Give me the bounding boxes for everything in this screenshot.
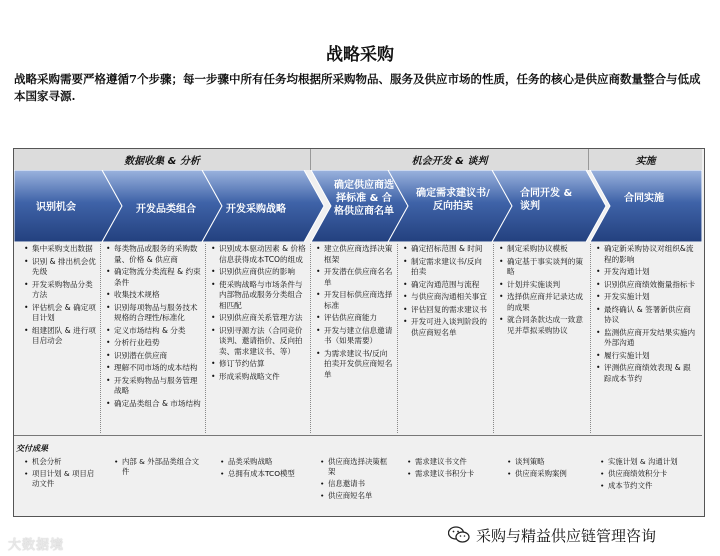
deliverable-item: • 谈判策略 bbox=[515, 457, 587, 467]
deliverable-column-5 bbox=[405, 457, 489, 481]
intro-text: 战略采购需要严格遵循7个步骤；每一步骤中所有任务均根据所采购物品、服务及供应市场的性质，任务的核心是供应商数量整合与低成本国家寻源. bbox=[14, 72, 701, 103]
deliverable-item: • 实施计划 & 沟通计划 bbox=[608, 457, 698, 467]
deliverable-item: • 成本节约文件 bbox=[608, 481, 698, 491]
task-item: • 识别成本驱动因素 & 价格信息获得成本TCO的组成 bbox=[219, 244, 307, 265]
task-item: • 识别供应商供应的影响 bbox=[219, 267, 307, 278]
task-item: • 开发目标供应商选择标准 bbox=[324, 290, 394, 311]
task-column-3 bbox=[209, 244, 307, 434]
deliverable-item: • 供应商短名单 bbox=[328, 491, 394, 501]
task-column-6 bbox=[497, 244, 587, 434]
task-item: • 确定招标范围 & 时间 bbox=[411, 244, 489, 255]
task-item: • 识别供应商绩效衡量指标卡 bbox=[604, 280, 698, 291]
task-column-7 bbox=[594, 244, 698, 434]
page-title: 战略采购 bbox=[326, 45, 394, 65]
deliverable-item: • 需求建议书文件 bbox=[415, 457, 489, 467]
task-item: • 评估机会 & 确定项目计划 bbox=[32, 303, 98, 324]
deliverables-label: 交付成果 bbox=[16, 444, 48, 453]
task-column-5 bbox=[401, 244, 489, 434]
deliverable-column-4 bbox=[318, 457, 394, 503]
task-column-1 bbox=[22, 244, 98, 434]
task-item: • 识别 & 排出机会优先级 bbox=[32, 257, 98, 278]
step-label-identify-opportunity: 识别机会 bbox=[36, 202, 76, 213]
task-item: • 开发实施计划 bbox=[604, 292, 698, 303]
step-label-rfp-auction: 确定需求建议书/反向拍卖 bbox=[416, 188, 490, 212]
step-label-contract-implementation: 合同实施 bbox=[624, 193, 664, 204]
deliverable-item: • 内部 & 外部品类组合文件 bbox=[122, 457, 200, 477]
task-item: • 理解不同市场的成本结构 bbox=[114, 363, 202, 374]
deliverable-column-7 bbox=[598, 457, 698, 493]
task-item: • 收集技术规格 bbox=[114, 290, 202, 301]
task-item: • 评估供应商能力 bbox=[324, 313, 394, 324]
task-item: • 评估回复的需求建议书 bbox=[411, 305, 489, 316]
task-item: • 为需求建议书/反向拍卖开发供应商短名单 bbox=[324, 349, 394, 381]
task-item: • 建立供应商选择决策框架 bbox=[324, 244, 394, 265]
phase-header-implementation: 实施 bbox=[589, 149, 702, 170]
task-item: • 开发采购物品分类方法 bbox=[32, 280, 98, 301]
deliverable-item: • 信息邀请书 bbox=[328, 479, 394, 489]
task-item: • 确定新采购协议对组织&流程的影响 bbox=[604, 244, 698, 265]
column-divider bbox=[205, 244, 206, 433]
deliverable-column-6 bbox=[505, 457, 587, 481]
task-item: • 就合同条款达成一致意见并草拟采购协议 bbox=[507, 315, 587, 336]
deliverable-column-3 bbox=[218, 457, 306, 481]
watermark-left: 大数据境 bbox=[8, 538, 65, 553]
step-label-category-portfolio: 开发品类组合 bbox=[136, 204, 196, 215]
column-divider bbox=[310, 244, 311, 433]
task-item: • 开发可进入谈判阶段的供应商短名单 bbox=[411, 317, 489, 338]
task-item: • 定义市场结构 & 分类 bbox=[114, 326, 202, 337]
phase-header-data: 数据收集 & 分析 bbox=[14, 149, 311, 170]
deliverable-column-2 bbox=[112, 457, 200, 479]
column-divider bbox=[397, 244, 398, 433]
deliverable-column-1 bbox=[22, 457, 100, 491]
deliverables-divider bbox=[14, 435, 702, 436]
task-item: • 开发采购物品与服务管理战略 bbox=[114, 376, 202, 397]
deliverable-item: • 项目计划 & 项目启动文件 bbox=[32, 469, 100, 489]
task-item: • 形成采购战略文件 bbox=[219, 372, 307, 383]
task-item: • 集中采购支出数据 bbox=[32, 244, 98, 255]
task-column-4 bbox=[314, 244, 394, 434]
task-item: • 分析行业趋势 bbox=[114, 338, 202, 349]
column-divider bbox=[493, 244, 494, 433]
task-item: • 制定需求建议书/反向拍卖 bbox=[411, 257, 489, 278]
task-item: • 确定沟通范围与流程 bbox=[411, 280, 489, 291]
step-label-sourcing-strategy: 开发采购战略 bbox=[226, 204, 286, 215]
task-item: • 开发与建立信息邀请书（如果需要） bbox=[324, 326, 394, 347]
task-item: • 识别供应商关系管理方法 bbox=[219, 313, 307, 324]
watermark-right bbox=[448, 520, 656, 550]
task-item: • 开发沟通计划 bbox=[604, 267, 698, 278]
step-arrow-7 bbox=[590, 170, 702, 242]
task-item: • 计划并实施谈判 bbox=[507, 280, 587, 291]
step-label-contract-negotiation: 合同开发 & 谈判 bbox=[520, 188, 573, 212]
column-divider bbox=[590, 244, 591, 433]
task-item: • 制定采购协议模板 bbox=[507, 244, 587, 255]
task-item: • 识别每项物品与服务技术规格的合理性/标准化 bbox=[114, 303, 202, 324]
task-item: • 每类物品或服务的采购数量、价格 & 供应商 bbox=[114, 244, 202, 265]
deliverable-item: • 供应商采购案例 bbox=[515, 469, 587, 479]
phase-header-opportunity: 机会开发 & 谈判 bbox=[311, 149, 589, 170]
task-item: • 确定基于事实谈判的策略 bbox=[507, 257, 587, 278]
deliverable-item: • 供应商选择决策框架 bbox=[328, 457, 394, 477]
deliverable-item: • 供应商绩效积分卡 bbox=[608, 469, 698, 479]
watermark-right-text: 采购与精益供应链管理咨询 bbox=[476, 526, 657, 545]
task-item: • 监测供应商开发结果实施内外部沟通 bbox=[604, 328, 698, 349]
task-column-2 bbox=[104, 244, 202, 434]
task-item: • 最终确认 & 签署新供应商协议 bbox=[604, 305, 698, 326]
task-item: • 开发潜在供应商名名单 bbox=[324, 267, 394, 288]
task-item: • 确定品类组合 & 市场结构 bbox=[114, 399, 202, 410]
task-item: • 评测供应商绩效表现 & 跟踪成本节约 bbox=[604, 363, 698, 384]
task-item: • 使采购战略与市场条件与内部物品或服务分类组合相匹配 bbox=[219, 280, 307, 312]
step-label-supplier-criteria: 确定供应商选择标准 & 合格供应商名单 bbox=[334, 180, 394, 217]
task-item: • 履行实施计划 bbox=[604, 351, 698, 362]
task-item: • 确定物流分类流程 & 约束条件 bbox=[114, 267, 202, 288]
deliverable-item: • 品类采购战略 bbox=[228, 457, 306, 467]
task-item: • 选择供应商并记录达成的成果 bbox=[507, 292, 587, 313]
task-item: • 识别潜在供应商 bbox=[114, 351, 202, 362]
task-item: • 组建团队 & 进行项目启动会 bbox=[32, 326, 98, 347]
column-divider bbox=[100, 244, 101, 433]
deliverable-item: • 总拥有成本TCO模型 bbox=[228, 469, 306, 479]
deliverable-item: • 机会分析 bbox=[32, 457, 100, 467]
deliverable-item: • 需求建议书积分卡 bbox=[415, 469, 489, 479]
task-item: • 与供应商沟通相关事宜 bbox=[411, 292, 489, 303]
task-item: • 识别寻源方法（合同竞价谈判、邀请指价、反向拍卖、需求建议书、等） bbox=[219, 326, 307, 358]
task-item: • 修订节约估算 bbox=[219, 359, 307, 370]
wechat-icon bbox=[448, 526, 470, 544]
